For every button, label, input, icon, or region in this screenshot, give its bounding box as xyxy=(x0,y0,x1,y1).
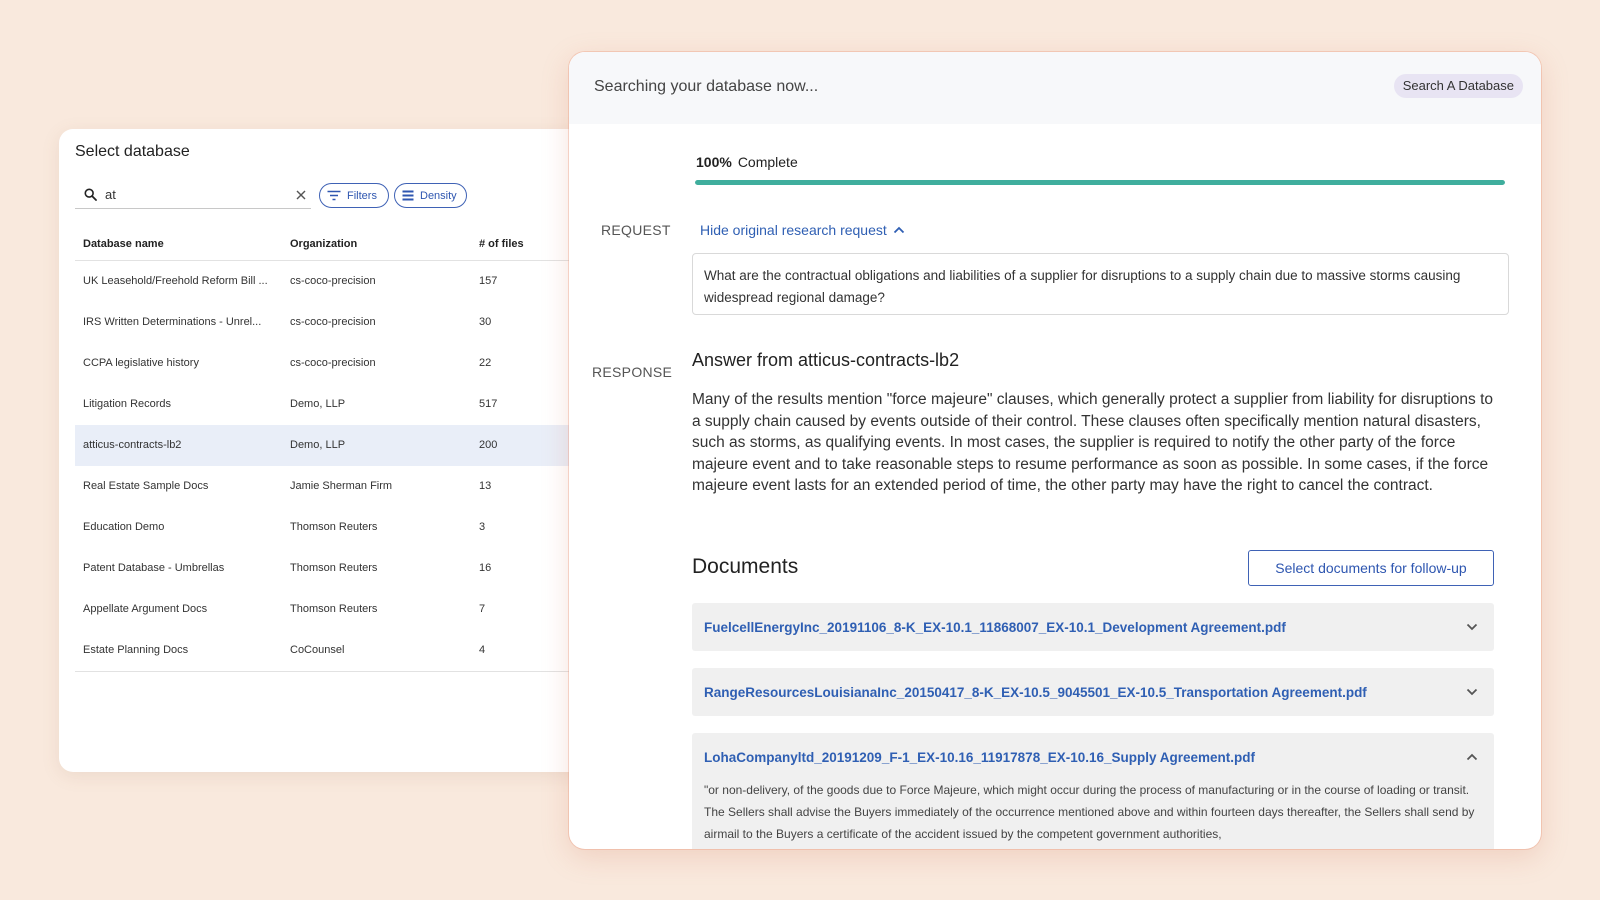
request-section-label: REQUEST xyxy=(601,222,671,238)
research-request-box: What are the contractual obligations and liabilities of a supplier for disruptions to a supply chain due to massive storms causing widespread regional damage? xyxy=(692,253,1509,315)
select-database-panel xyxy=(59,129,599,772)
table-bottom-divider xyxy=(75,671,599,672)
cell-organization: cs-coco-precision xyxy=(290,316,376,328)
filter-icon xyxy=(327,190,341,201)
table-row[interactable] xyxy=(75,466,599,507)
density-label: Density xyxy=(420,189,457,202)
search-value[interactable]: at xyxy=(105,187,116,202)
hide-request-label: Hide original research request xyxy=(700,222,887,238)
cell-organization: Thomson Reuters xyxy=(290,562,378,574)
cell-file-count: 16 xyxy=(479,562,492,574)
chevron-down-icon[interactable] xyxy=(1462,623,1482,631)
chevron-up-icon xyxy=(893,226,905,234)
document-item-expanded[interactable] xyxy=(692,733,1494,849)
cell-organization: Thomson Reuters xyxy=(290,521,378,533)
progress-bar-fill xyxy=(695,180,1505,185)
column-header-organization[interactable]: Organization xyxy=(290,238,358,250)
chevron-up-icon[interactable] xyxy=(1462,753,1482,761)
cell-database-name: UK Leasehold/Freehold Reform Bill ... xyxy=(83,275,268,287)
progress-label xyxy=(696,154,798,170)
table-row[interactable] xyxy=(75,302,599,343)
column-header-files[interactable]: # of files xyxy=(479,238,524,250)
document-link[interactable]: RangeResourcesLouisianaInc_20150417_8-K_EX-10.5_9045501_EX-10.5_Transportation Agreement.pdf xyxy=(704,684,1367,700)
cell-database-name: Patent Database - Umbrellas xyxy=(83,562,225,574)
cell-organization: CoCounsel xyxy=(290,644,345,656)
document-excerpt: "or non-delivery, of the goods due to Force Majeure, which might occur during the process of manufacturing or in the course of loading or transit. The Sellers shall advise the Buyers immediately of the occurrence mentioned above and within fourteen days thereafter, the Sellers shall send by airmail to the Buyers a certificate of the accident issued by the competent government authorities, xyxy=(704,783,1475,841)
cell-database-name: Litigation Records xyxy=(83,398,172,410)
cell-file-count: 517 xyxy=(479,398,498,410)
clear-search-icon[interactable] xyxy=(291,190,311,200)
progress-status: Complete xyxy=(737,154,798,170)
cell-database-name: Education Demo xyxy=(83,521,165,533)
cell-file-count: 3 xyxy=(479,521,486,533)
document-header[interactable] xyxy=(692,733,1494,781)
cell-database-name: Appellate Argument Docs xyxy=(83,603,208,615)
chevron-down-icon[interactable] xyxy=(1462,688,1482,696)
cell-file-count: 30 xyxy=(479,316,492,328)
table-row[interactable] xyxy=(75,630,599,671)
column-header-name[interactable]: Database name xyxy=(83,238,164,250)
document-link[interactable]: LohaCompanyltd_20191209_F-1_EX-10.16_11917878_EX-10.16_Supply Agreement.pdf xyxy=(704,749,1256,765)
documents-heading: Documents xyxy=(692,555,799,578)
table-row-selected[interactable] xyxy=(75,425,599,466)
cell-file-count: 200 xyxy=(479,439,498,451)
document-header[interactable] xyxy=(692,668,1494,716)
table-row[interactable] xyxy=(75,589,599,630)
density-button[interactable] xyxy=(394,183,467,208)
cell-database-name: CCPA legislative history xyxy=(83,357,199,369)
document-link[interactable]: FuelcellEnergyInc_20191106_8-K_EX-10.1_11868007_EX-10.1_Development Agreement.pdf xyxy=(704,619,1286,635)
progress-bar xyxy=(695,180,1505,185)
search-icon xyxy=(79,188,101,201)
cell-file-count: 7 xyxy=(479,603,486,615)
hide-request-link[interactable] xyxy=(700,222,905,238)
cell-organization: cs-coco-precision xyxy=(290,275,376,287)
progress-percent: 100% xyxy=(696,154,732,170)
cell-organization: Jamie Sherman Firm xyxy=(290,480,393,492)
document-header[interactable] xyxy=(692,603,1494,651)
cell-file-count: 22 xyxy=(479,357,492,369)
skill-badge: Search A Database xyxy=(1394,74,1523,98)
select-documents-button[interactable]: Select documents for follow-up xyxy=(1248,550,1494,586)
results-header xyxy=(569,52,1541,124)
search-status: Searching your database now... xyxy=(594,78,819,95)
cell-organization: Demo, LLP xyxy=(290,439,346,451)
document-item[interactable] xyxy=(692,603,1494,651)
table-row[interactable] xyxy=(75,343,599,384)
table-header xyxy=(75,227,599,261)
panel-title: Select database xyxy=(75,143,190,160)
cell-organization: Thomson Reuters xyxy=(290,603,378,615)
answer-text: Many of the results mention "force majeure" clauses, which generally protect a supplier from liability for disruptions to a supply chain caused by events outside of their control. These clauses often specifically mention natural disasters, such as storms, as qualifying events. In most cases, the supplier is required to notify the other party of the force majeure event and to take reasonable steps to resume performance as soon as possible. In some cases, if the force majeure event lasts for an extended period of time, the other party may have the right to cancel the contract. xyxy=(692,391,1494,494)
search-results-panel xyxy=(569,52,1541,849)
table-row[interactable] xyxy=(75,261,599,302)
filters-label: Filters xyxy=(347,189,377,202)
density-icon xyxy=(402,190,414,201)
response-section-label: RESPONSE xyxy=(592,364,673,380)
answer-title: Answer from atticus-contracts-lb2 xyxy=(692,350,960,370)
cell-database-name: atticus-contracts-lb2 xyxy=(83,439,182,451)
table-row[interactable] xyxy=(75,548,599,589)
cell-file-count: 13 xyxy=(479,480,492,492)
table-row[interactable] xyxy=(75,507,599,548)
document-item[interactable] xyxy=(692,668,1494,716)
filters-button[interactable] xyxy=(319,183,389,208)
table-row[interactable] xyxy=(75,384,599,425)
cell-organization: Demo, LLP xyxy=(290,398,346,410)
cell-database-name: IRS Written Determinations - Unrel... xyxy=(83,316,262,328)
search-input[interactable] xyxy=(75,181,311,209)
cell-file-count: 157 xyxy=(479,275,498,287)
cell-database-name: Real Estate Sample Docs xyxy=(83,480,209,492)
cell-file-count: 4 xyxy=(479,644,486,656)
cell-database-name: Estate Planning Docs xyxy=(83,644,189,656)
cell-organization: cs-coco-precision xyxy=(290,357,376,369)
database-table-body xyxy=(75,261,599,671)
